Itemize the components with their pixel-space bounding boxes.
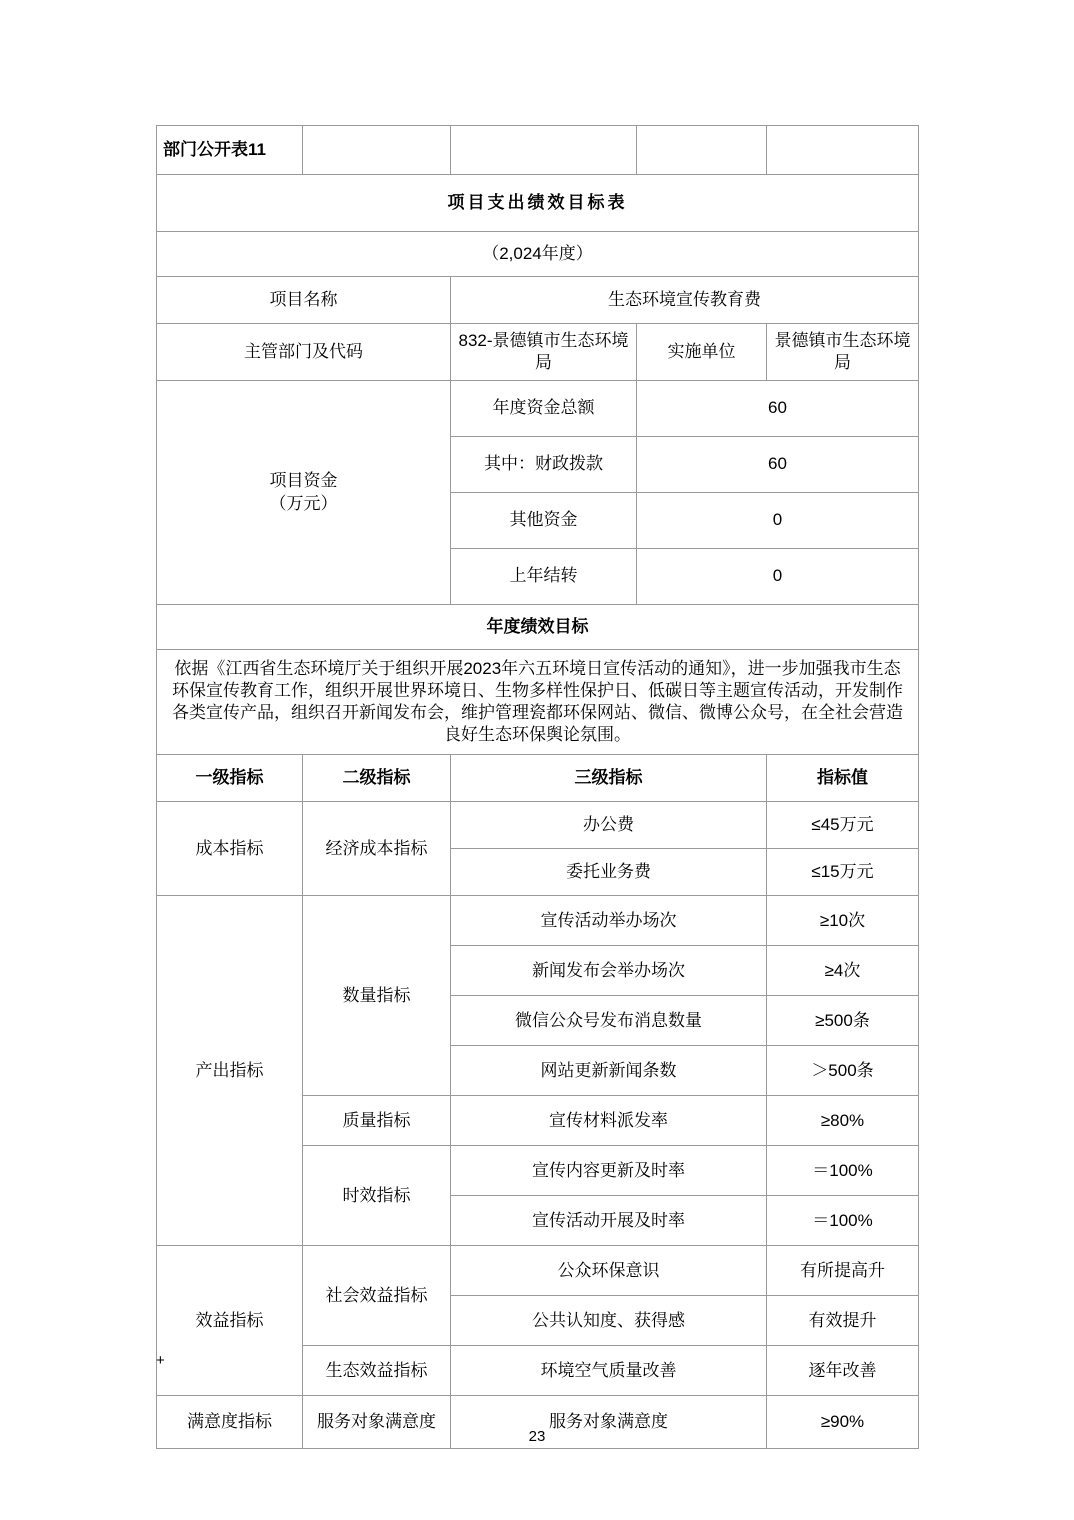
spacer-cell <box>637 126 767 175</box>
form-label: 部门公开表11 <box>157 126 303 175</box>
indicator-value: 有效提升 <box>767 1296 919 1346</box>
indicator-level1: 产出指标 <box>157 896 303 1246</box>
spacer-cell <box>451 126 637 175</box>
indicator-level3: 微信公众号发布消息数量 <box>451 996 767 1046</box>
indicator-level3: 委托业务费 <box>451 849 767 896</box>
funds-row-1 <box>157 381 919 437</box>
indicator-level3: 公众环保意识 <box>451 1246 767 1296</box>
add-row-marker: + <box>156 1352 165 1369</box>
funds-item-name: 上年结转 <box>451 549 637 605</box>
main-table <box>156 125 919 1449</box>
funds-item-name: 其中：财政拨款 <box>451 437 637 493</box>
project-name-row <box>157 277 919 324</box>
project-name-value: 生态环境宣传教育费 <box>451 277 919 324</box>
funds-item-value: 60 <box>637 381 919 437</box>
project-funds-label-line1: 项目资金 <box>269 471 338 491</box>
indicator-value: ＞500条 <box>767 1046 919 1096</box>
indicator-value: ≤15万元 <box>767 849 919 896</box>
indicator-level3: 公共认知度、获得感 <box>451 1296 767 1346</box>
spacer-cell <box>303 126 451 175</box>
funds-item-value: 60 <box>637 437 919 493</box>
implementing-unit-label: 实施单位 <box>637 324 767 381</box>
performance-target-sheet <box>156 125 918 1449</box>
indicator-level2: 经济成本指标 <box>303 802 451 896</box>
indicator-level3: 服务对象满意度 <box>451 1396 767 1449</box>
indicator-value: ≥4次 <box>767 946 919 996</box>
annual-target-text: 依据《江西省生态环境厅关于组织开展2023年六五环境日宣传活动的通知》，进一步加强我市生态环保宣传教育工作，组织开展世界环境日、生物多样性保护日、低碳日等主题宣传活动，开发制作各类宣传产品，组织召开新闻发布会，维护管理瓷都环保网站、微信、微博公众号，在全社会营造良好生态环保舆论氛围。 <box>157 650 919 755</box>
indicator-header-level3: 三级指标 <box>451 755 767 802</box>
table-row <box>157 802 919 849</box>
project-funds-label <box>157 381 451 605</box>
indicator-level3: 新闻发布会举办场次 <box>451 946 767 996</box>
indicator-header-level1: 一级指标 <box>157 755 303 802</box>
indicator-level2: 社会效益指标 <box>303 1246 451 1346</box>
indicator-value: 有所提高升 <box>767 1246 919 1296</box>
funds-item-value: 0 <box>637 493 919 549</box>
project-name-label: 项目名称 <box>157 277 451 324</box>
table-row <box>157 896 919 946</box>
funds-item-name: 年度资金总额 <box>451 381 637 437</box>
annual-target-title-row <box>157 605 919 650</box>
indicator-value: ≥10次 <box>767 896 919 946</box>
indicator-level1: 效益指标 <box>157 1246 303 1396</box>
table-row <box>157 1246 919 1296</box>
indicator-level2: 服务对象满意度 <box>303 1396 451 1449</box>
indicator-level2: 时效指标 <box>303 1146 451 1246</box>
page-number: 23 <box>528 1428 546 1445</box>
page-title: 项目支出绩效目标表 <box>157 175 919 232</box>
indicator-value: ≥500条 <box>767 996 919 1046</box>
implementing-unit-value: 景德镇市生态环境局 <box>767 324 919 381</box>
indicator-level1: 满意度指标 <box>157 1396 303 1449</box>
indicator-level2: 质量指标 <box>303 1096 451 1146</box>
indicator-value: ＝100% <box>767 1196 919 1246</box>
indicator-level3: 宣传内容更新及时率 <box>451 1146 767 1196</box>
indicator-header-value: 指标值 <box>767 755 919 802</box>
indicator-value: ≥80% <box>767 1096 919 1146</box>
indicator-level1: 成本指标 <box>157 802 303 896</box>
indicator-level3: 宣传材料派发率 <box>451 1096 767 1146</box>
year-label: （2,024年度） <box>157 232 919 277</box>
indicator-value: ＝100% <box>767 1146 919 1196</box>
project-funds-label-line2: （万元） <box>269 493 338 513</box>
indicator-level3: 环境空气质量改善 <box>451 1346 767 1396</box>
indicator-header-row <box>157 755 919 802</box>
spacer-cell <box>767 126 919 175</box>
indicator-value: ≤45万元 <box>767 802 919 849</box>
indicator-level2: 数量指标 <box>303 896 451 1096</box>
department-value: 832-景德镇市生态环境局 <box>451 324 637 381</box>
indicator-level3: 宣传活动开展及时率 <box>451 1196 767 1246</box>
annual-target-text-row <box>157 650 919 755</box>
department-row <box>157 324 919 381</box>
funds-item-name: 其他资金 <box>451 493 637 549</box>
department-label: 主管部门及代码 <box>157 324 451 381</box>
indicator-level2: 生态效益指标 <box>303 1346 451 1396</box>
indicator-value: 逐年改善 <box>767 1346 919 1396</box>
indicator-value: ≥90% <box>767 1396 919 1449</box>
form-label-row <box>157 126 919 175</box>
year-row <box>157 232 919 277</box>
funds-item-value: 0 <box>637 549 919 605</box>
title-row <box>157 175 919 232</box>
indicator-level3: 办公费 <box>451 802 767 849</box>
indicator-level3: 宣传活动举办场次 <box>451 896 767 946</box>
indicator-header-level2: 二级指标 <box>303 755 451 802</box>
indicator-level3: 网站更新新闻条数 <box>451 1046 767 1096</box>
annual-target-title: 年度绩效目标 <box>157 605 919 650</box>
